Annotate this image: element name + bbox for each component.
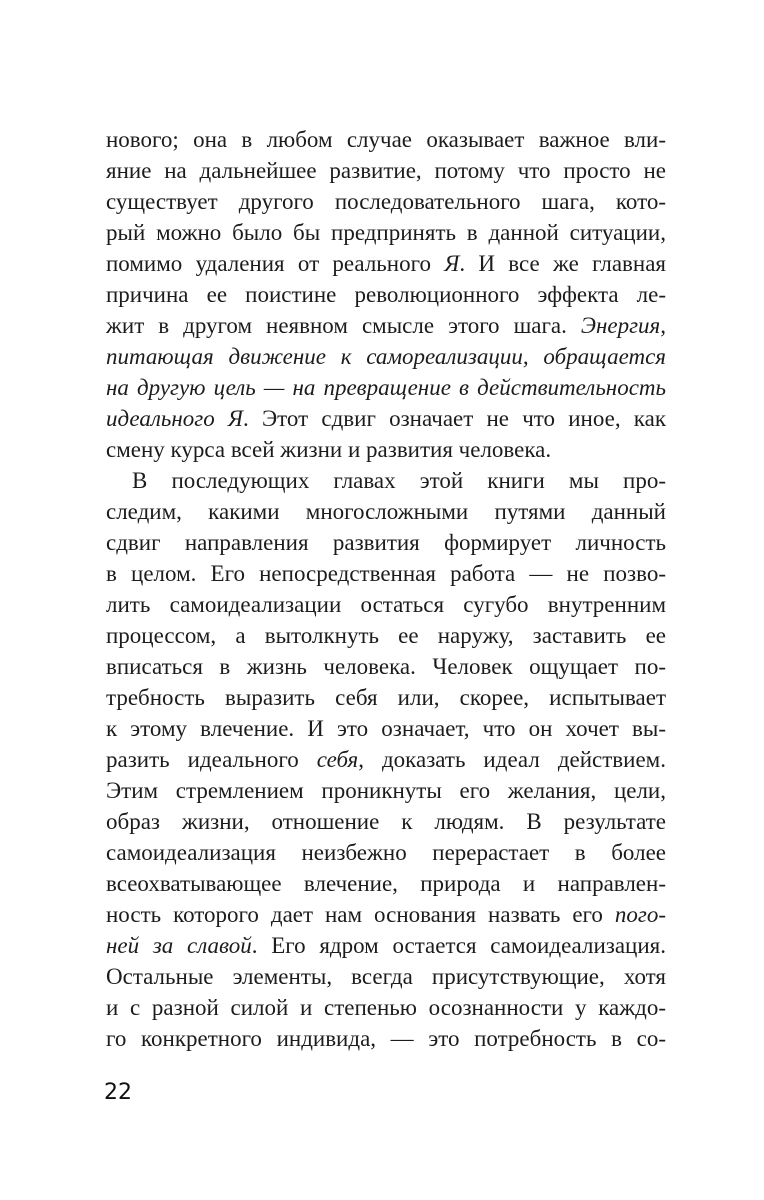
text-segment: и с разной силой и степенью осознанности у каждо- <box>106 995 666 1020</box>
text-segment: , доказать идеал действием. <box>358 747 666 772</box>
italic-text-segment: Я <box>444 251 460 276</box>
text-segment: го конкретного индивида, — это потребность в со- <box>106 1026 666 1051</box>
text-segment: рый можно было бы предпринять в данной ситуации, <box>106 220 666 245</box>
text-line <box>106 775 666 806</box>
italic-text-segment: пого- <box>614 902 666 927</box>
italic-text-segment: питающая движение к самореализации, обращается <box>106 344 666 369</box>
text-segment: нового; она в любом случае оказывает важное вли- <box>106 127 666 152</box>
text-segment: вписаться в жизнь человека. Человек ощущает по- <box>106 654 666 679</box>
text-line <box>106 186 666 217</box>
text-line <box>106 713 666 744</box>
text-line <box>106 403 666 434</box>
text-segment: требность выразить себя или, скорее, испытывает <box>106 685 666 710</box>
text-line <box>106 744 666 775</box>
text-line <box>106 806 666 837</box>
text-segment: . Этот сдвиг означает не что иное, как <box>243 406 666 431</box>
page-number: 22 <box>104 1080 132 1105</box>
text-line <box>106 1023 666 1054</box>
text-line <box>106 465 666 496</box>
text-line <box>106 899 666 930</box>
text-segment: процессом, а вытолкнуть ее наружу, заставить ее <box>106 623 666 648</box>
text-line <box>106 155 666 186</box>
text-segment: в целом. Его непосредственная работа — не позво- <box>106 561 666 586</box>
text-line <box>106 620 666 651</box>
text-line <box>106 124 666 155</box>
text-line <box>106 837 666 868</box>
text-segment: яние на дальнейшее развитие, потому что просто не <box>106 158 666 183</box>
text-line <box>106 868 666 899</box>
text-line <box>106 651 666 682</box>
text-segment: разить идеального <box>106 747 317 772</box>
text-segment: самоидеализация неизбежно перерастает в более <box>106 840 666 865</box>
text-segment: помимо удаления от реального <box>106 251 445 276</box>
italic-text-segment: себя <box>316 747 359 772</box>
text-segment: следим, какими многосложными путями данный <box>106 499 666 524</box>
text-line <box>106 527 666 558</box>
text-line <box>106 341 666 372</box>
text-line <box>106 558 666 589</box>
text-line <box>106 248 666 279</box>
text-segment: Этим стремлением проникнуты его желания, цели, <box>106 778 666 803</box>
italic-text-segment: идеального Я <box>106 406 244 431</box>
text-segment: всеохватывающее влечение, природа и направлен- <box>106 871 666 896</box>
text-segment: . Его ядром остается самоидеализация. <box>251 933 666 958</box>
italic-text-segment: на другую цель — на превращение в действительность <box>106 375 666 400</box>
text-segment: смену курса всей жизни и развития человека. <box>106 437 552 462</box>
text-segment: . И все же главная <box>459 251 666 276</box>
body-text <box>106 124 666 1054</box>
text-segment: сдвиг направления развития формирует личность <box>106 530 666 555</box>
text-line <box>106 279 666 310</box>
text-line <box>106 496 666 527</box>
text-segment: образ жизни, отношение к людям. В результате <box>106 809 666 834</box>
text-segment: Остальные элементы, всегда присутствующие, хотя <box>106 964 666 989</box>
italic-text-segment: Энергия, <box>580 313 666 338</box>
text-line <box>106 589 666 620</box>
text-line <box>106 682 666 713</box>
text-line <box>106 310 666 341</box>
text-segment: к этому влечение. И это означает, что он хочет вы- <box>106 716 666 741</box>
text-segment: причина ее поистине революционного эффекта ле- <box>106 282 666 307</box>
text-segment: В последующих главах этой книги мы про- <box>132 468 666 493</box>
text-line <box>106 217 666 248</box>
text-segment: лить самоидеализации остаться сугубо внутренним <box>106 592 666 617</box>
text-segment: ность которого дает нам основания назвать его <box>106 902 615 927</box>
text-line <box>106 930 666 961</box>
text-line <box>106 434 666 465</box>
italic-text-segment: ней за славой <box>106 933 252 958</box>
text-segment: существует другого последовательного шага, кото- <box>106 189 666 214</box>
text-segment: жит в другом неявном смысле этого шага. <box>106 313 581 338</box>
text-line <box>106 372 666 403</box>
text-line <box>106 961 666 992</box>
text-line <box>106 992 666 1023</box>
